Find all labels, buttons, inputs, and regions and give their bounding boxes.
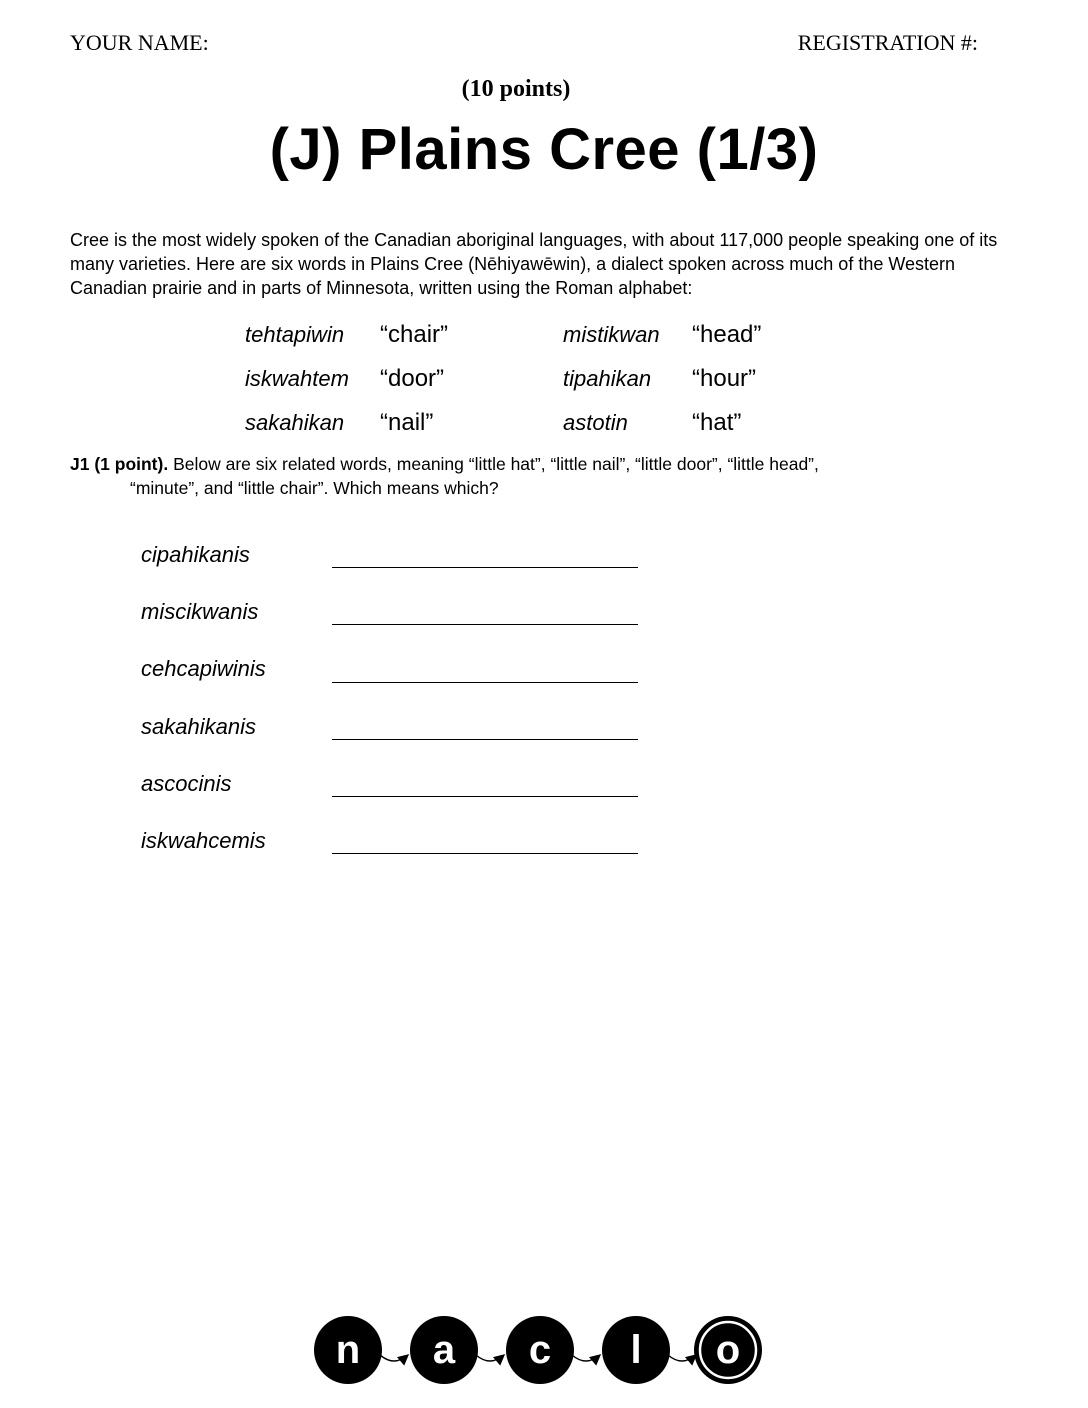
question-label: J1 (1 point). [70, 454, 169, 474]
logo-arrow [380, 1355, 408, 1361]
vocab-gloss: “hat” [692, 409, 742, 436]
cree-word: iskwahcemis [141, 828, 266, 853]
logo-letter: n [335, 1328, 361, 1372]
vocab-gloss: “head” [692, 321, 762, 348]
cree-word: miscikwanis [141, 599, 259, 624]
logo-letter: a [432, 1328, 456, 1372]
answer-line[interactable] [332, 682, 638, 683]
question-j1 [70, 452, 1000, 500]
vocab-gloss: “nail” [380, 409, 434, 436]
cree-word: sakahikanis [141, 714, 256, 739]
cree-word: cehcapiwinis [141, 656, 266, 681]
vocab-gloss: “door” [380, 365, 445, 392]
answer-line[interactable] [332, 739, 638, 740]
answer-line[interactable] [332, 567, 638, 568]
logo-arrow [572, 1355, 600, 1361]
vocab-gloss: “hour” [692, 365, 757, 392]
cree-word: cipahikanis [141, 542, 250, 567]
vocab-word: astotin [563, 410, 628, 435]
vocab-word: iskwahtem [245, 366, 349, 391]
logo-letter: l [630, 1328, 642, 1372]
vocab-word: tehtapiwin [245, 322, 345, 347]
logo-arrow [476, 1355, 504, 1361]
intro-paragraph: Cree is the most widely spoken of the Canadian aboriginal languages, with about 117,000 people speaking one of its many varieties. Here are six words in Plains Cree (Nēhiyawēwin), a dialect spoken across much of the Western Canadian prairie and in parts of Minnesota, written using the Roman alphabet: [70, 230, 998, 298]
vocab-word: sakahikan [245, 410, 345, 435]
cree-word: ascocinis [141, 771, 232, 796]
points-label: (10 points) [461, 76, 571, 102]
logo-arrow [668, 1355, 696, 1361]
vocab-word: mistikwan [563, 322, 660, 347]
logo-letter: c [528, 1328, 552, 1372]
answer-line[interactable] [332, 853, 638, 854]
question-text: Below are six related words, meaning “little hat”, “little nail”, “little door”, “little head”, [168, 454, 819, 474]
logo-letter: o [715, 1328, 741, 1372]
your-name-label: YOUR NAME: [70, 30, 209, 55]
vocab-word: tipahikan [563, 366, 652, 391]
registration-label: REGISTRATION #: [797, 30, 978, 55]
naclo-logo [314, 1315, 764, 1387]
answer-line[interactable] [332, 624, 638, 625]
page-title: (J) Plains Cree (1/3) [269, 117, 819, 182]
answer-line[interactable] [332, 796, 638, 797]
question-text-continued: “minute”, and “little chair”. Which means which? [130, 478, 499, 498]
vocab-gloss: “chair” [380, 321, 449, 348]
